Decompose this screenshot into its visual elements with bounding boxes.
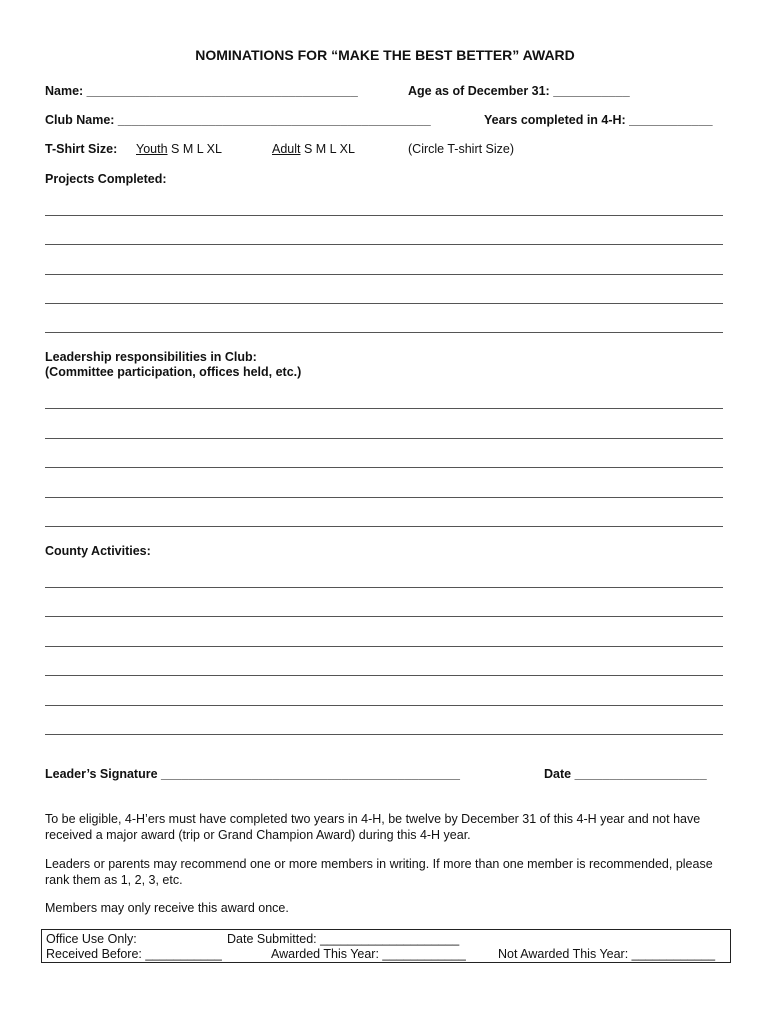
county-activities-heading: County Activities: bbox=[45, 544, 151, 558]
projects-line[interactable] bbox=[45, 215, 723, 216]
office-use-label: Office Use Only: bbox=[46, 932, 137, 946]
recommendation-paragraph: Leaders or parents may recommend one or more members in writing. If more than one member is recommended, please rank them as 1, 2, 3, etc. bbox=[45, 857, 713, 887]
projects-heading: Projects Completed: bbox=[45, 172, 167, 186]
tshirt-size-label: T-Shirt Size: bbox=[45, 142, 118, 156]
office-use-box bbox=[41, 929, 731, 963]
county-line[interactable] bbox=[45, 646, 723, 647]
projects-line[interactable] bbox=[45, 332, 723, 333]
leadership-line[interactable] bbox=[45, 408, 723, 409]
county-line[interactable] bbox=[45, 734, 723, 735]
not-awarded-this-year-field[interactable]: Not Awarded This Year: ____________ bbox=[498, 947, 716, 961]
received-before-field[interactable]: Received Before: ___________ bbox=[46, 947, 222, 961]
leadership-line[interactable] bbox=[45, 467, 723, 468]
form-title: NOMINATIONS FOR “MAKE THE BEST BETTER” AWARD bbox=[195, 47, 575, 63]
projects-line[interactable] bbox=[45, 244, 723, 245]
awarded-this-year-field[interactable]: Awarded This Year: ____________ bbox=[271, 947, 466, 961]
leader-signature-field[interactable]: Leader’s Signature ___________________________________________ bbox=[45, 767, 460, 781]
adult-sizes: S M L XL bbox=[300, 142, 355, 156]
name-field[interactable]: Name: _______________________________________ bbox=[45, 84, 358, 98]
youth-label: Youth bbox=[136, 142, 168, 156]
years-completed-field[interactable]: Years completed in 4-H: ____________ bbox=[484, 113, 713, 127]
age-field[interactable]: Age as of December 31: ___________ bbox=[408, 84, 630, 98]
county-line[interactable] bbox=[45, 675, 723, 676]
leadership-line[interactable] bbox=[45, 497, 723, 498]
tshirt-note: (Circle T-shirt Size) bbox=[408, 142, 515, 156]
county-line[interactable] bbox=[45, 616, 723, 617]
leadership-line[interactable] bbox=[45, 438, 723, 439]
date-submitted-field[interactable]: Date Submitted: ____________________ bbox=[227, 932, 460, 946]
tshirt-adult-option[interactable] bbox=[272, 142, 355, 156]
tshirt-youth-option[interactable] bbox=[136, 142, 222, 156]
county-line[interactable] bbox=[45, 587, 723, 588]
county-line[interactable] bbox=[45, 705, 723, 706]
projects-line[interactable] bbox=[45, 274, 723, 275]
once-only-paragraph: Members may only receive this award once. bbox=[45, 901, 289, 915]
leadership-heading: Leadership responsibilities in Club: bbox=[45, 350, 257, 364]
eligibility-paragraph: To be eligible, 4-H’ers must have completed two years in 4-H, be twelve by December 31 of this 4-H year and not have received a major award (trip or Grand Champion Award) during this 4-H year. bbox=[45, 812, 701, 842]
adult-label: Adult bbox=[272, 142, 301, 156]
date-field[interactable]: Date ___________________ bbox=[544, 767, 707, 781]
leadership-line[interactable] bbox=[45, 526, 723, 527]
leadership-subheading: (Committee participation, offices held, etc.) bbox=[45, 365, 302, 379]
projects-line[interactable] bbox=[45, 303, 723, 304]
club-name-field[interactable]: Club Name: _____________________________________________ bbox=[45, 113, 431, 127]
youth-sizes: S M L XL bbox=[167, 142, 222, 156]
